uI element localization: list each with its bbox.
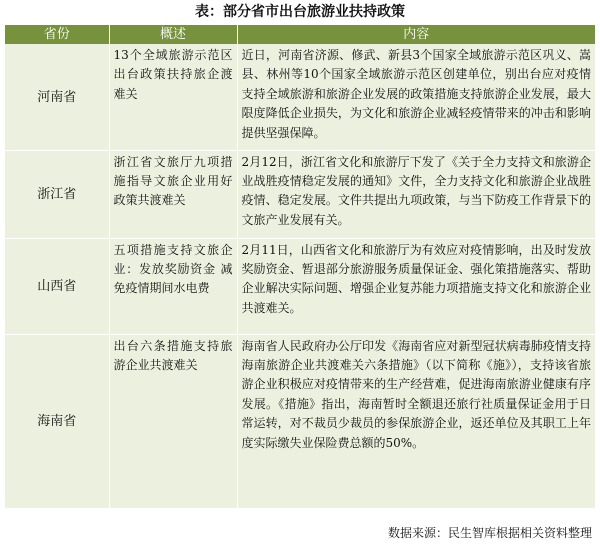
table-row — [5, 44, 595, 150]
header-row — [5, 25, 595, 44]
province-cell: 浙江省 — [5, 150, 109, 238]
content-cell: 近日，河南省济源、修武、新县3个国家全域旅游示范区巩义、嵩县、林州等10个国家全域旅游示范区创建单位，别出台应对疫情支持全域旅游和旅游企业发展的政策措施支持旅游企业发展，最大限度降低企业损失，为文化和旅游企业减轻疫情带来的冲击和影响提供坚强保障。 — [237, 44, 595, 150]
content-cell: 2月11日，山西省文化和旅游厅为有效应对疫情影响，出及时发放奖励资金、暂退部分旅游服务质量保证金、强化策措施落实、帮助企业解决实际问题、增强企业复苏能力项措施支持文化和旅游企业共渡难关。 — [237, 238, 595, 334]
header-summary: 概述 — [109, 25, 237, 44]
data-source-note: 数据来源：民生智库根据相关资料整理 — [387, 526, 592, 540]
summary-cell: 浙江省文旅厅九项措施指导文旅企业用好政策共渡难关 — [109, 150, 237, 238]
summary-cell: 五项措施支持文旅企业：发放奖励资金 减免疫情期间水电费 — [109, 238, 237, 334]
header-province: 省份 — [5, 25, 109, 44]
content-cell: 海南省人民政府办公厅印发《海南省应对新型冠状病毒肺疫情支持海南旅游企业共渡难关六条措施》（以下简称《施》），支持该省旅游企业积极应对疫情带来的生产经营难，促进海南旅游业健康有序发展。《措施》指出，海南暂时全额退还旅行社质量保证金用于日常运转，对不裁员少裁员的参保旅游企业，返还单位及其职工上年度实际缴失业保险费总额的50%。 — [237, 334, 595, 508]
province-cell: 海南省 — [5, 334, 109, 508]
policy-table — [5, 25, 595, 509]
header-content: 内容 — [237, 25, 595, 44]
summary-cell: 出台六条措施支持旅游企业共渡难关 — [109, 334, 237, 508]
table-row — [5, 238, 595, 334]
province-cell: 山西省 — [5, 238, 109, 334]
summary-cell: 13个全域旅游示范区出台政策扶持旅企渡难关 — [109, 44, 237, 150]
table-row — [5, 334, 595, 508]
content-cell: 2月12日，浙江省文化和旅游厅下发了《关于全力支持文和旅游企业战胜疫情稳定发展的通知》文件，全力支持文化和旅游企业战胜疫情、稳定发展。文件共提出九项政策，与当下防疫工作背景下的文旅产业发展有关。 — [237, 150, 595, 238]
table-row — [5, 150, 595, 238]
province-cell: 河南省 — [5, 44, 109, 150]
table-title: 表：部分省市出台旅游业扶持政策 — [195, 4, 405, 20]
